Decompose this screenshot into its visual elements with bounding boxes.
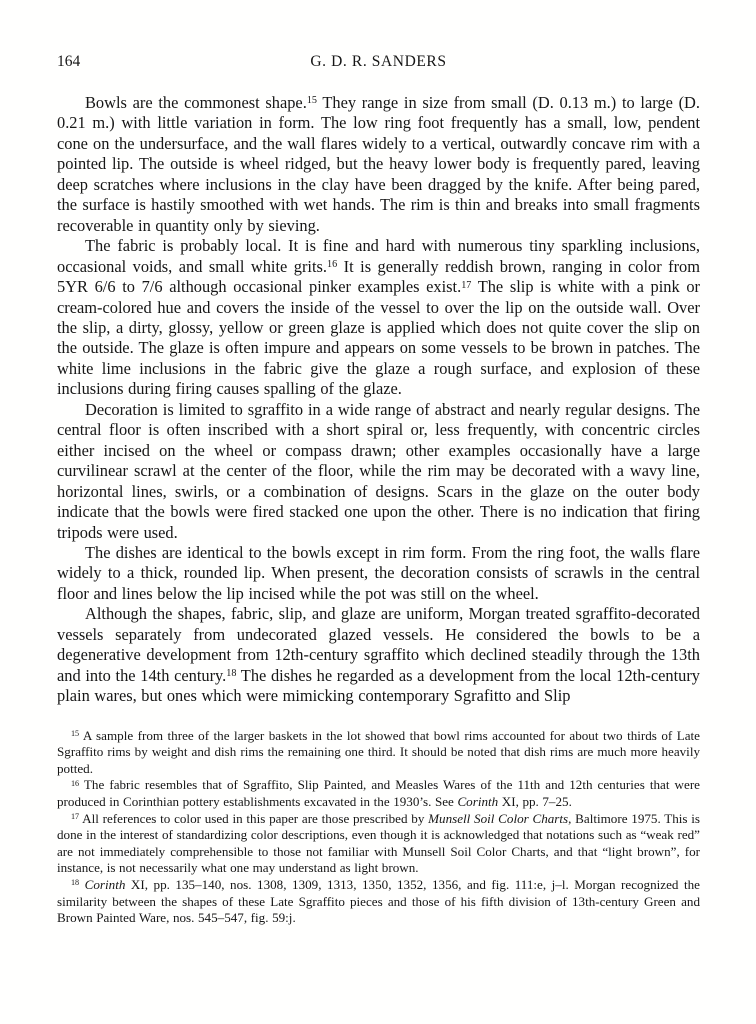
paragraph: Although the shapes, fabric, slip, and glaze are uniform, Morgan treated sgraffito-decorated vessels separately from undecorated glazed vessels. He considered the bowls to be a degenerative development from 12th-century sgraffito which declined steadily through the 13th and into the 14th century.$^{18}$ The dishes he regarded as a development from the local 12th-century plain wares, but ones which were mimicking contemporary Sgrafitto and Slip <box>57 604 701 706</box>
footnote-reference: 18 <box>226 668 237 680</box>
footnote-marker: 15 <box>71 728 80 738</box>
footnote-reference: 16 <box>327 259 338 271</box>
footnote: $^{16}$ The fabric resembles that of Sgraffito, Slip Painted, and Measles Wares of the 11th and 12th centuries that were produced in Corinthian pottery establishments excavated in the 1930’s. See Corinth XI, pp. 7–25. <box>57 777 700 809</box>
paragraph: The fabric is probably local. It is fine and hard with numerous tiny sparkling inclusions, occasional voids, and small white grits.$^{16}$ It is generally reddish brown, ranging in color from 5YR 6/6 to 7/6 although occasional pinker examples exist.$^{17}$ The slip is white with a pink or cream-colored hue and covers the inside of the vessel to over the lip on the outside wall. Over the slip, a dirty, glossy, yellow or green glaze is applied which does not quite cover the slip on the outside. The glaze is often impure and appears on some vessels to be brown in patches. The white lime inclusions in the fabric give the glaze a rough surface, and explosion of these inclusions during firing causes spalling of the glaze. <box>57 236 700 399</box>
footnote-reference: 15 <box>306 95 317 107</box>
body-paragraphs <box>57 93 700 707</box>
footnote-marker: 18 <box>71 878 80 888</box>
paragraph: Decoration is limited to sgraffito in a wide range of abstract and nearly regular designs. The central floor is often inscribed with a short spiral or, less frequently, with concentric circles either incised on the wheel or compass drawn; other examples occasionally have a large curvilinear scrawl at the center of the floor, while the rim may be decorated with a wavy line, horizontal lines, swirls, or a combination of designs. Scars in the glaze on the outer body indicate that the bowls were fired stacked one upon the other. There is no indication that firing tripods were used. <box>57 399 700 542</box>
italic-text: Corinth <box>457 793 499 809</box>
page-number: 164 <box>57 53 81 70</box>
footnote: $^{18}$ Corinth XI, pp. 135–140, nos. 1308, 1309, 1313, 1350, 1352, 1356, and fig. 111:e, j–l. Morgan recognized the similarity between the shapes of these Late Sgraffito pieces and those of his fifth division of 13th-century Green and Brown Painted Ware, nos. 545–547, fig. 59:j. <box>57 876 700 926</box>
footnote-marker: 17 <box>71 811 80 821</box>
footnote-marker: 16 <box>71 778 80 788</box>
running-header <box>57 52 700 72</box>
footnotes <box>57 728 700 927</box>
italic-text: Munsell Soil Color Charts <box>428 810 569 826</box>
running-head-author: G. D. R. SANDERS <box>310 53 447 70</box>
paragraph: The dishes are identical to the bowls except in rim form. From the ring foot, the walls flare widely to a thick, rounded lip. When present, the decoration consists of scrawls in the central floor and lines below the lip incised while the pot was still on the wheel. <box>57 542 700 603</box>
footnote: $^{17}$ All references to color used in this paper are those prescribed by Munsell Soil Color Charts, Baltimore 1975. This is done in the interest of standardizing color descriptions, even though it is acknowledged that notations such as “weak red” are not immediately comprehensible to those not familiar with Munsell Soil Color Charts, and that “light brown”, for instance, is not necessarily what one may understand as light brown. <box>57 810 700 876</box>
footnote: $^{15}$ A sample from three of the larger baskets in the lot showed that bowl rims accounted for about two thirds of Late Sgraffito rims by weight and dish rims the remaining one third. It should be noted that dish rims are much more heavily potted. <box>57 727 700 776</box>
italic-text: Corinth <box>84 876 126 892</box>
footnote-reference: 17 <box>461 279 472 291</box>
paragraph: Bowls are the commonest shape.$^{15}$ They range in size from small (D. 0.13 m.) to large (D. 0.21 m.) with little variation in form. The low ring foot frequently has a small, low, pendent cone on the undersurface, and the wall flares widely to a vertical, outwardly concave rim with a pointed lip. The outside is wheel ridged, but the heavy lower body is frequently pared, leaving deep scratches where inclusions in the clay have been dragged by the knife. After being pared, the surface is hastily smoothed with wet hands. The rim is thin and breaks into small fragments recoverable in quantity only by sieving. <box>57 93 700 235</box>
